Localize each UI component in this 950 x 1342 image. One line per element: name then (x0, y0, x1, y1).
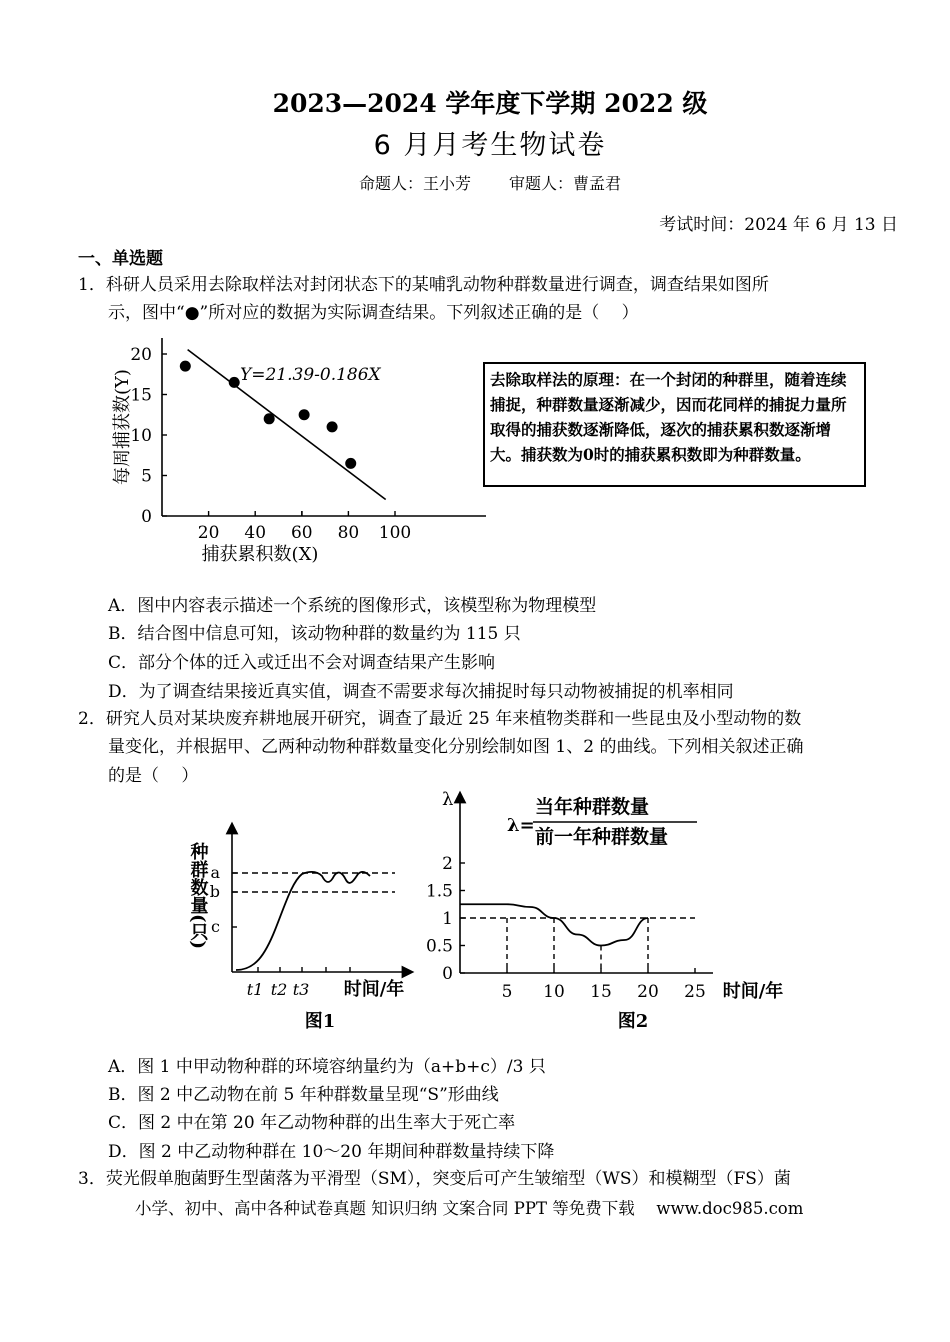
fig2-formula-prefix: λ= (507, 815, 535, 836)
q2-figure2-chart (425, 785, 795, 1040)
reviewer-label: 审题人：曹孟君 (509, 174, 622, 193)
q1-x-tick-0: 20 (197, 523, 220, 543)
q1-data-point-4 (327, 421, 338, 432)
q1-y-tick-0: 0 (141, 507, 152, 527)
q1-info-box: 去除取样法的原理：在一个封闭的种群里，随着连续捕捉，种群数量逐渐减少，因而花同样的捕捉力量所取得的捕获数逐渐降低，逐次的捕获累积数逐渐增大。捕获数为0时的捕获累积数即为种群数量。 (483, 362, 866, 487)
fig1-x-tick-t1: t1 (246, 980, 264, 999)
q2-figure1-chart (180, 820, 415, 1040)
fig2-x-tick-0: 5 (501, 982, 513, 1002)
q1-data-point-2 (264, 413, 275, 424)
q1-x-tick-3: 80 (337, 523, 360, 543)
q1-x-tick-1: 40 (244, 523, 267, 543)
fig1-curve (236, 872, 370, 970)
q1-x-tick-2: 60 (290, 523, 313, 543)
exam-subtitle: 6 月月考生物试卷 (373, 130, 607, 161)
fig2-title: 图2 (617, 1011, 649, 1032)
fig1-y-tick-c: c (211, 917, 220, 936)
fig1-y-label: 种群数量(只) (187, 842, 209, 950)
fig2-x-tick-2: 15 (590, 982, 612, 1002)
fig1-x-tick-t3: t3 (292, 980, 310, 999)
q2-option-a[interactable]: A．图 1 中甲动物种群的环境容纳量约为（a+b+c）/3 只 (108, 1057, 546, 1077)
fig2-x-tick-4: 25 (684, 982, 706, 1002)
fig2-y-tick-4: 2 (442, 854, 453, 874)
section-title: 一、单选题 (78, 249, 163, 269)
fig2-y-label: λ (442, 789, 454, 810)
q1-fit-label: Y=21.39-0.186X (240, 365, 381, 385)
q1-data-point-0 (180, 361, 191, 372)
q3-stem-line1: 3．荧光假单胞菌野生型菌落为平滑型（SM），突变后可产生皱缩型（WS）和模糊型（FS）菌 (78, 1169, 791, 1189)
q2-stem-line1: 2．研究人员对某块废弃耕地展开研究，调查了最近 25 年来植物类群和一些昆虫及小型动物的数 (78, 709, 802, 729)
author-label: 命题人：王小芳 (358, 174, 471, 193)
fig1-y-tick-b: b (209, 882, 220, 901)
author-line (0, 171, 950, 194)
fig2-x-tick-1: 10 (543, 982, 565, 1002)
q1-data-point-3 (299, 409, 310, 420)
q2-stem-line3: 的是（ ） (108, 766, 199, 786)
q1-y-tick-4: 20 (130, 345, 152, 365)
q1-stem-line1: 1．科研人员采用去除取样法对封闭状态下的某哺乳动物种群数量进行调查，调查结果如图所 (78, 275, 769, 295)
footer-text: 小学、初中、高中各种试卷真题 知识归纳 文案合同 PPT 等免费下载 www.doc985.com (135, 1199, 804, 1218)
fig2-y-tick-2: 1 (442, 909, 453, 929)
q1-option-a[interactable]: A．图中内容表示描述一个系统的图像形式，该模型称为物理模型 (108, 596, 597, 616)
fig1-y-tick-a: a (210, 863, 220, 882)
q1-option-d[interactable]: D．为了调查结果接近真实值，调查不需要求每次捕捉时每只动物被捕捉的机率相同 (108, 682, 734, 702)
exam-time: 考试时间：2024 年 6 月 13 日 (659, 215, 898, 235)
q1-y-tick-3: 15 (130, 385, 152, 406)
q1-option-b[interactable]: B．结合图中信息可知，该动物种群的数量约为 115 只 (108, 624, 521, 644)
fig2-x-label: 时间/年 (722, 981, 784, 1002)
q1-y-tick-2: 10 (130, 426, 152, 446)
q1-stem-line2: 示，图中“●”所对应的数据为实际调查结果。下列叙述正确的是（ ） (108, 303, 639, 323)
q2-option-d[interactable]: D．图 2 中乙动物种群在 10～20 年期间种群数量持续下降 (108, 1142, 555, 1162)
q1-x-label: 捕获累积数(X) (201, 544, 319, 565)
q1-scatter-chart (100, 330, 495, 570)
fig2-formula-numerator: 当年种群数量 (535, 796, 650, 818)
fig2-y-tick-3: 1.5 (425, 881, 453, 902)
fig1-x-tick-t2: t2 (270, 980, 288, 999)
fig1-title: 图1 (304, 1011, 336, 1032)
q1-data-point-5 (345, 458, 356, 469)
fig2-y-tick-1: 0.5 (425, 936, 453, 957)
q1-option-c[interactable]: C．部分个体的迁入或迁出不会对调查结果产生影响 (108, 653, 496, 673)
exam-title: 2023—2024 学年度下学期 2022 级 (272, 89, 708, 118)
q2-option-c[interactable]: C．图 2 中在第 20 年乙动物种群的出生率大于死亡率 (108, 1113, 516, 1133)
fig2-x-tick-3: 20 (637, 982, 659, 1002)
fig2-formula-denominator: 前一年种群数量 (535, 826, 669, 848)
q1-y-tick-1: 5 (141, 466, 152, 487)
q2-option-b[interactable]: B．图 2 中乙动物在前 5 年种群数量呈现“S”形曲线 (108, 1085, 499, 1105)
q1-x-tick-4: 100 (378, 523, 412, 543)
fig2-y-tick-0: 0 (442, 964, 453, 984)
q1-y-label: 每周捕获数(Y) (112, 369, 133, 485)
fig1-x-label: 时间/年 (343, 979, 405, 1000)
q1-data-point-1 (229, 377, 240, 388)
q2-stem-line2: 量变化，并根据甲、乙两种动物种群数量变化分别绘制如图 1、2 的曲线。下列相关叙述正确 (108, 737, 804, 757)
